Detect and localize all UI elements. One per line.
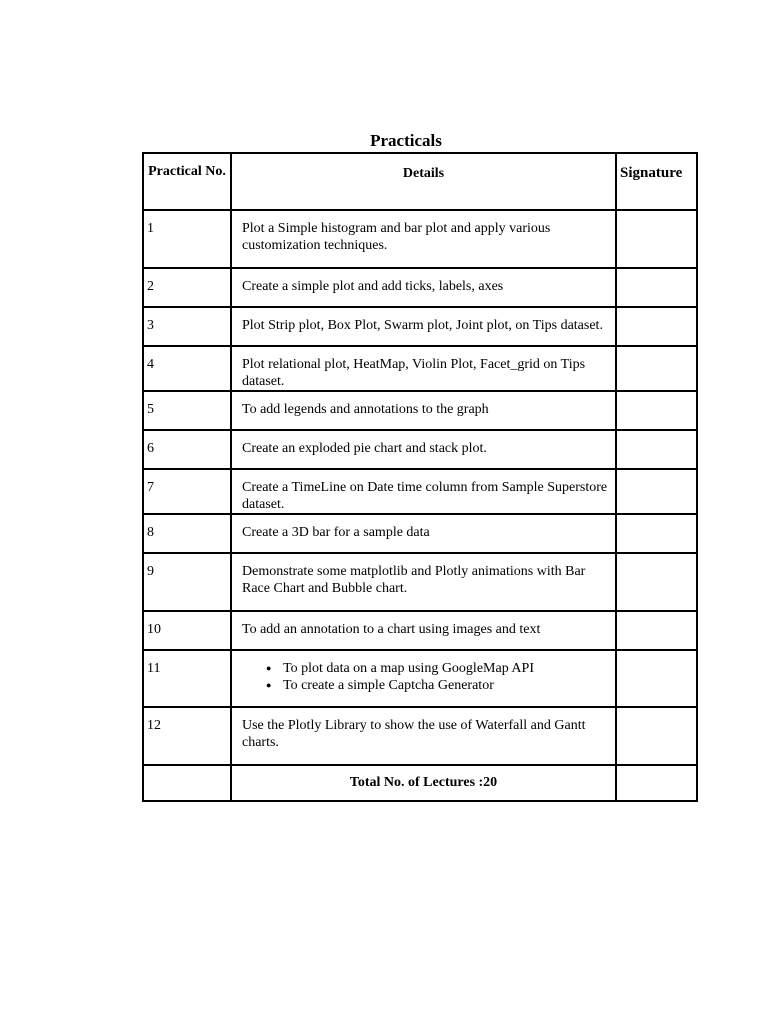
table-row	[143, 268, 697, 307]
practical-details	[231, 650, 616, 707]
header-signature: Signature	[616, 153, 697, 210]
practical-details: Create a simple plot and add ticks, labels, axes	[231, 268, 616, 307]
bullet-list	[242, 660, 611, 694]
table-row	[143, 707, 697, 765]
table-row	[143, 650, 697, 707]
signature-cell	[616, 650, 697, 707]
practical-details: Plot relational plot, HeatMap, Violin Plot, Facet_grid on Tips dataset.	[231, 346, 616, 391]
table-header-row	[143, 153, 697, 210]
practical-number: 12	[143, 707, 231, 765]
table-row	[143, 430, 697, 469]
practical-details: Plot a Simple histogram and bar plot and apply various customization techniques.	[231, 210, 616, 268]
table-row	[143, 391, 697, 430]
signature-cell	[616, 268, 697, 307]
practical-number: 3	[143, 307, 231, 346]
signature-cell	[616, 707, 697, 765]
table-row	[143, 210, 697, 268]
practical-number: 9	[143, 553, 231, 611]
practical-details: Plot Strip plot, Box Plot, Swarm plot, Joint plot, on Tips dataset.	[231, 307, 616, 346]
table-row	[143, 514, 697, 553]
table-row	[143, 346, 697, 391]
signature-cell	[616, 307, 697, 346]
header-practical-no: Practical No.	[143, 153, 231, 210]
header-details: Details	[231, 153, 616, 210]
practical-number: 5	[143, 391, 231, 430]
signature-cell	[616, 391, 697, 430]
practical-number: 8	[143, 514, 231, 553]
practical-number: 1	[143, 210, 231, 268]
signature-cell	[616, 210, 697, 268]
practical-details: Use the Plotly Library to show the use of Waterfall and Gantt charts.	[231, 707, 616, 765]
signature-cell	[616, 346, 697, 391]
list-item: ● To create a simple Captcha Generator	[266, 677, 611, 694]
practical-number: 10	[143, 611, 231, 650]
practical-number: 11	[143, 650, 231, 707]
practical-details: Create a TimeLine on Date time column from Sample Superstore dataset.	[231, 469, 616, 514]
practical-details: To add an annotation to a chart using images and text	[231, 611, 616, 650]
signature-cell	[616, 553, 697, 611]
practical-details: To add legends and annotations to the graph	[231, 391, 616, 430]
signature-cell	[616, 765, 697, 801]
practical-number: 4	[143, 346, 231, 391]
table-row	[143, 611, 697, 650]
practical-details: Create a 3D bar for a sample data	[231, 514, 616, 553]
practical-number: 7	[143, 469, 231, 514]
signature-cell	[616, 514, 697, 553]
empty-cell	[143, 765, 231, 801]
signature-cell	[616, 430, 697, 469]
signature-cell	[616, 469, 697, 514]
practical-number: 6	[143, 430, 231, 469]
practicals-table	[142, 152, 698, 802]
total-row	[143, 765, 697, 801]
table-row	[143, 553, 697, 611]
practical-number: 2	[143, 268, 231, 307]
list-item: ● To plot data on a map using GoogleMap API	[266, 660, 611, 677]
total-lectures: Total No. of Lectures :20	[231, 765, 616, 801]
table-row	[143, 307, 697, 346]
table-row	[143, 469, 697, 514]
page-title: Practicals	[370, 131, 442, 150]
practical-details: Demonstrate some matplotlib and Plotly animations with Bar Race Chart and Bubble chart.	[231, 553, 616, 611]
signature-cell	[616, 611, 697, 650]
practical-details: Create an exploded pie chart and stack plot.	[231, 430, 616, 469]
